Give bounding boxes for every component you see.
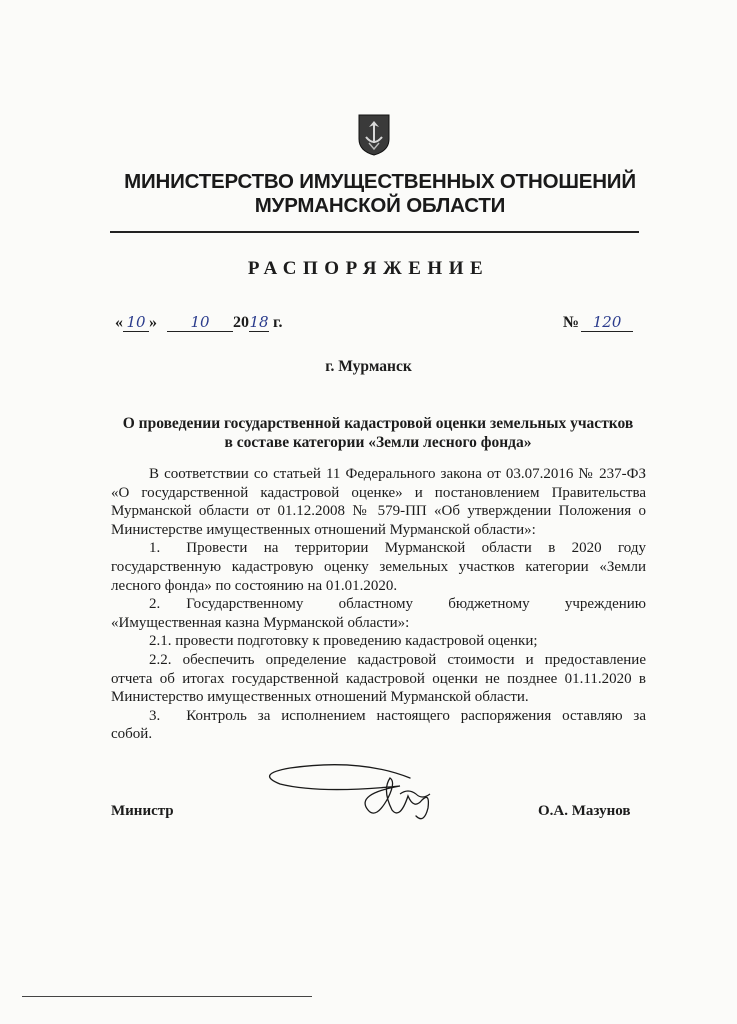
ministry-name-line2: МУРМАНСКОЙ ОБЛАСТИ — [254, 194, 506, 217]
list-item — [111, 707, 646, 744]
document-date — [115, 313, 282, 332]
date-day: 10 — [123, 313, 149, 332]
item-text: Провести на территории Мурманской области в 2020 году государственную кадастровую оценку земельных участков категории «Земли лесного фонда» по состоянию на 01.01.2020. — [111, 540, 646, 594]
item-number: 1. — [149, 540, 161, 557]
subject-line2: в составе категории «Земли лесного фонда» — [224, 434, 532, 451]
item-number: 2. — [149, 596, 161, 613]
list-item — [111, 651, 646, 707]
coat-of-arms-icon — [357, 113, 391, 157]
list-item — [111, 595, 646, 632]
date-close-quote: » — [149, 314, 157, 331]
document-title: РАСПОРЯЖЕНИЕ — [247, 258, 490, 279]
item-text: Контроль за исполнением настоящего распоряжения оставляю за собой. — [111, 707, 646, 743]
document-subject — [110, 414, 646, 452]
handwritten-signature — [250, 750, 470, 830]
date-month: 10 — [167, 313, 233, 332]
list-item — [111, 539, 646, 595]
city: г. Мурманск — [325, 358, 412, 375]
item-number: 3. — [149, 707, 161, 724]
footer-rule — [22, 996, 312, 997]
signatory-name: О.А. Мазунов — [538, 803, 631, 819]
signatory-position: Министр — [111, 803, 174, 819]
header-divider — [110, 231, 639, 233]
number-value: 120 — [581, 313, 633, 332]
ministry-name-line1: МИНИСТЕРСТВО ИМУЩЕСТВЕННЫХ ОТНОШЕНИЙ — [124, 170, 636, 193]
document-body — [111, 465, 646, 744]
date-year-unit: г. — [273, 314, 283, 331]
subject-line1: О проведении государственной кадастровой оценки земельных участков — [122, 415, 634, 432]
number-label: № — [563, 314, 580, 331]
date-year-suffix: 18 — [249, 313, 269, 331]
item-text: Государственному областному бюджетному учреждению «Имущественная казна Мурманской области»: — [111, 596, 646, 631]
item-text: 2.1. провести подготовку к проведению кадастровой оценки; — [149, 633, 538, 650]
item-text: 2.2. обеспечить определение кадастровой стоимости и предоставление отчета об итогах государственной кадастровой оценки не позднее 01.11.2020 в Министерство имущественных отношений Мурманской области. — [111, 651, 646, 706]
list-item — [111, 632, 646, 651]
date-year-prefix: 20 — [233, 314, 249, 331]
date-open-quote: « — [115, 314, 123, 331]
document-number — [563, 313, 633, 332]
preamble-paragraph: В соответствии со статьей 11 Федерального закона от 03.07.2016 № 237-ФЗ «О государственной кадастровой оценке» и постановлением Правительства Мурманской области от 01.12.2008 № 579-ПП «Об утверждении Положения о Министерстве имущественных отношений Мурманской области»: — [111, 466, 646, 538]
